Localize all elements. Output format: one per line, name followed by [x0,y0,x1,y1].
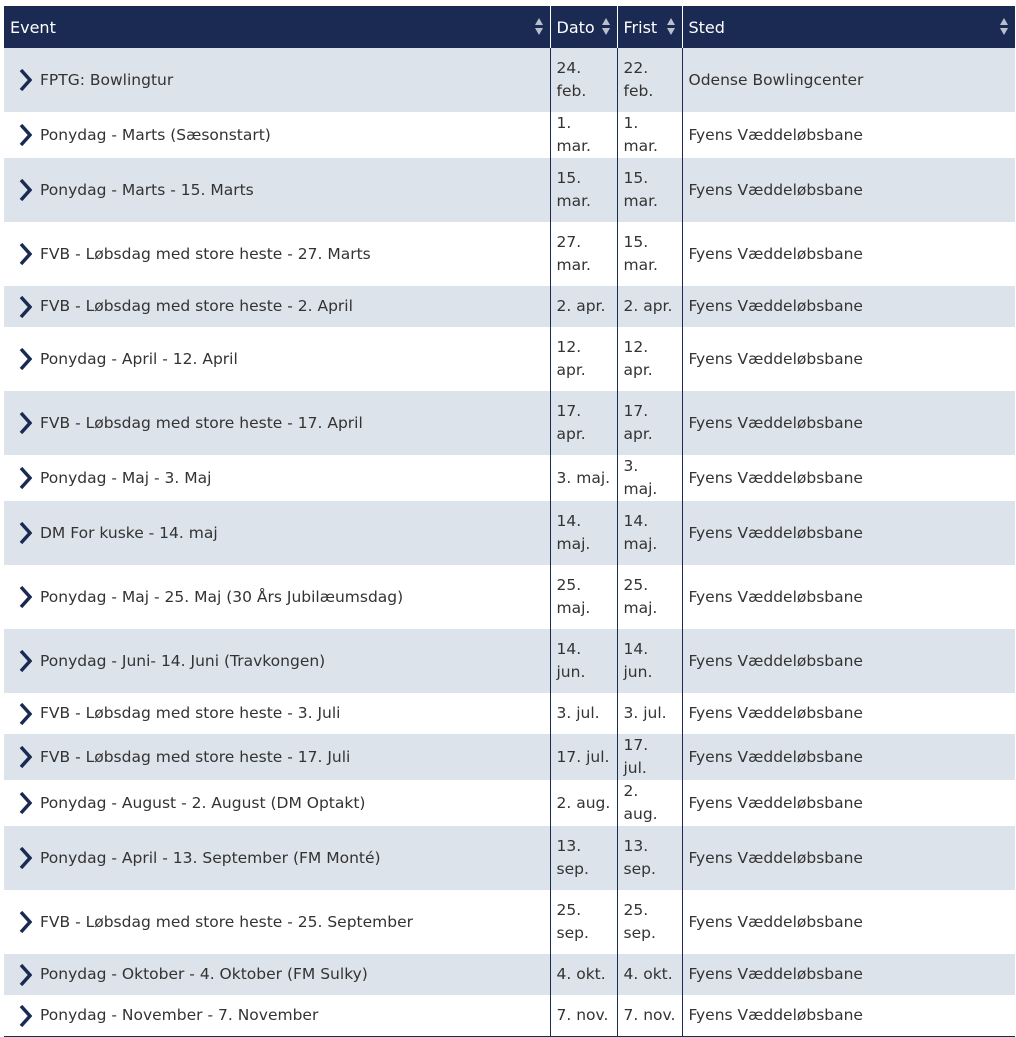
table-row[interactable] [4,565,1015,629]
chevron-right-icon[interactable] [18,347,32,371]
frist-cell: 3. maj. [617,455,682,501]
chevron-right-icon[interactable] [18,242,32,266]
frist-cell: 2. apr. [617,286,682,327]
event-name[interactable]: Ponydag - Oktober - 4. Oktober (FM Sulky) [40,965,368,983]
event-name[interactable]: FVB - Løbsdag med store heste - 27. Marts [40,244,371,263]
sted-cell: Fyens Væddeløbsbane [682,826,1015,890]
dato-cell: 2. aug. [550,780,617,826]
dato-cell: 2. apr. [550,286,617,327]
frist-cell: 17. apr. [617,391,682,455]
column-header-label: Frist [623,17,658,37]
dato-cell: 15. mar. [550,158,617,222]
event-cell[interactable] [4,995,550,1037]
event-name[interactable]: Ponydag - Marts - 15. Marts [40,180,254,199]
table-row[interactable] [4,780,1015,826]
frist-cell: 15. mar. [617,158,682,222]
dato-cell: 14. jun. [550,629,617,693]
frist-cell: 3. jul. [617,693,682,734]
sted-cell: Fyens Væddeløbsbane [682,222,1015,286]
frist-cell: 25. sep. [617,890,682,954]
column-header-frist[interactable] [617,6,682,48]
event-cell[interactable] [4,455,550,501]
chevron-right-icon[interactable] [18,295,32,319]
event-cell[interactable] [4,890,550,954]
event-cell[interactable] [4,826,550,890]
sted-cell: Fyens Væddeløbsbane [682,995,1015,1037]
event-cell[interactable] [4,112,550,158]
dato-cell: 27. mar. [550,222,617,286]
dato-cell: 12. apr. [550,327,617,391]
frist-cell: 14. maj. [617,501,682,565]
sted-cell: Fyens Væddeløbsbane [682,501,1015,565]
event-name[interactable]: Ponydag - November - 7. November [40,1006,319,1024]
sort-icon[interactable] [1000,18,1009,36]
event-cell[interactable] [4,48,550,112]
event-name[interactable]: Ponydag - April - 12. April [40,349,238,368]
sted-cell: Fyens Væddeløbsbane [682,954,1015,995]
frist-cell: 1. mar. [617,112,682,158]
event-cell[interactable] [4,565,550,629]
event-name[interactable]: Ponydag - April - 13. September (FM Monté) [40,848,381,867]
chevron-right-icon[interactable] [18,846,32,870]
event-name[interactable]: DM For kuske - 14. maj [40,523,218,542]
table-row[interactable] [4,995,1015,1037]
event-name[interactable]: Ponydag - Juni- 14. Juni (Travkongen) [40,651,326,670]
table-row[interactable] [4,391,1015,455]
sted-cell: Fyens Væddeløbsbane [682,391,1015,455]
frist-cell: 7. nov. [617,995,682,1037]
table-row[interactable] [4,501,1015,565]
frist-cell: 25. maj. [617,565,682,629]
event-cell[interactable] [4,629,550,693]
dato-cell: 24. feb. [550,48,617,112]
column-header-sted[interactable] [682,6,1015,48]
sted-cell: Fyens Væddeløbsbane [682,629,1015,693]
frist-cell: 17. jul. [617,734,682,780]
dato-cell: 4. okt. [550,954,617,995]
sort-icon[interactable] [602,18,611,36]
sted-cell: Fyens Væddeløbsbane [682,565,1015,629]
event-name[interactable]: Ponydag - Maj - 25. Maj (30 Års Jubilæumsdag) [40,587,404,606]
table-row[interactable] [4,734,1015,780]
frist-cell: 22. feb. [617,48,682,112]
sted-cell: Fyens Væddeløbsbane [682,286,1015,327]
chevron-right-icon[interactable] [18,68,32,92]
chevron-right-icon[interactable] [18,649,32,673]
frist-cell: 15. mar. [617,222,682,286]
column-header-event[interactable] [4,6,550,48]
event-name[interactable]: Ponydag - Marts (Sæsonstart) [40,125,271,144]
sted-cell: Fyens Væddeløbsbane [682,734,1015,780]
sort-icon[interactable] [535,18,544,36]
chevron-right-icon[interactable] [18,963,32,987]
table-row[interactable] [4,48,1015,112]
column-header-dato[interactable] [550,6,617,48]
dato-cell: 17. jul. [550,734,617,780]
event-name[interactable]: FPTG: Bowlingtur [40,70,174,89]
table-row[interactable] [4,693,1015,734]
event-cell[interactable] [4,780,550,826]
event-name[interactable]: FVB - Løbsdag med store heste - 3. Juli [40,704,341,722]
chevron-right-icon[interactable] [18,178,32,202]
chevron-right-icon[interactable] [18,521,32,545]
table-row[interactable] [4,954,1015,995]
frist-cell: 13. sep. [617,826,682,890]
frist-cell: 12. apr. [617,327,682,391]
chevron-right-icon[interactable] [18,910,32,934]
chevron-right-icon[interactable] [18,702,32,726]
dato-cell: 13. sep. [550,826,617,890]
event-name[interactable]: FVB - Løbsdag med store heste - 17. April [40,413,363,432]
dato-cell: 1. mar. [550,112,617,158]
table-header-row [4,6,1015,48]
event-name[interactable]: FVB - Løbsdag med store heste - 25. September [40,912,414,931]
events-table-container [4,6,1015,1037]
event-name[interactable]: Ponydag - Maj - 3. Maj [40,468,212,487]
sted-cell: Odense Bowlingcenter [682,48,1015,112]
sted-cell: Fyens Væddeløbsbane [682,693,1015,734]
event-cell[interactable] [4,501,550,565]
sted-cell: Fyens Væddeløbsbane [682,327,1015,391]
dato-cell: 25. maj. [550,565,617,629]
dato-cell: 3. jul. [550,693,617,734]
sted-cell: Fyens Væddeløbsbane [682,112,1015,158]
column-header-label: Event [10,17,56,37]
sted-cell: Fyens Væddeløbsbane [682,158,1015,222]
sort-icon[interactable] [667,18,676,36]
column-header-label: Sted [688,17,725,37]
chevron-right-icon[interactable] [18,123,32,147]
table-row[interactable] [4,826,1015,890]
sted-cell: Fyens Væddeløbsbane [682,890,1015,954]
event-cell[interactable] [4,391,550,455]
events-table [4,6,1015,1037]
event-name[interactable]: FVB - Løbsdag med store heste - 2. April [40,297,353,315]
table-row[interactable] [4,890,1015,954]
dato-cell: 17. apr. [550,391,617,455]
frist-cell: 4. okt. [617,954,682,995]
event-cell[interactable] [4,327,550,391]
chevron-right-icon[interactable] [18,585,32,609]
dato-cell: 25. sep. [550,890,617,954]
table-row[interactable] [4,112,1015,158]
event-name[interactable]: FVB - Løbsdag med store heste - 17. Juli [40,747,351,766]
table-row[interactable] [4,222,1015,286]
table-row[interactable] [4,629,1015,693]
chevron-right-icon[interactable] [18,411,32,435]
table-row[interactable] [4,158,1015,222]
sted-cell: Fyens Væddeløbsbane [682,455,1015,501]
event-cell[interactable] [4,158,550,222]
event-cell[interactable] [4,222,550,286]
table-row[interactable] [4,327,1015,391]
column-header-label: Dato [556,17,595,37]
event-cell[interactable] [4,734,550,780]
chevron-right-icon[interactable] [18,466,32,490]
chevron-right-icon[interactable] [18,745,32,769]
dato-cell: 14. maj. [550,501,617,565]
event-name[interactable]: Ponydag - August - 2. August (DM Optakt) [40,793,366,812]
dato-cell: 3. maj. [550,455,617,501]
frist-cell: 14. jun. [617,629,682,693]
dato-cell: 7. nov. [550,995,617,1037]
event-cell[interactable] [4,954,550,995]
chevron-right-icon[interactable] [18,791,32,815]
event-cell[interactable] [4,693,550,734]
table-row[interactable] [4,455,1015,501]
table-row[interactable] [4,286,1015,327]
event-cell[interactable] [4,286,550,327]
frist-cell: 2. aug. [617,780,682,826]
sted-cell: Fyens Væddeløbsbane [682,780,1015,826]
